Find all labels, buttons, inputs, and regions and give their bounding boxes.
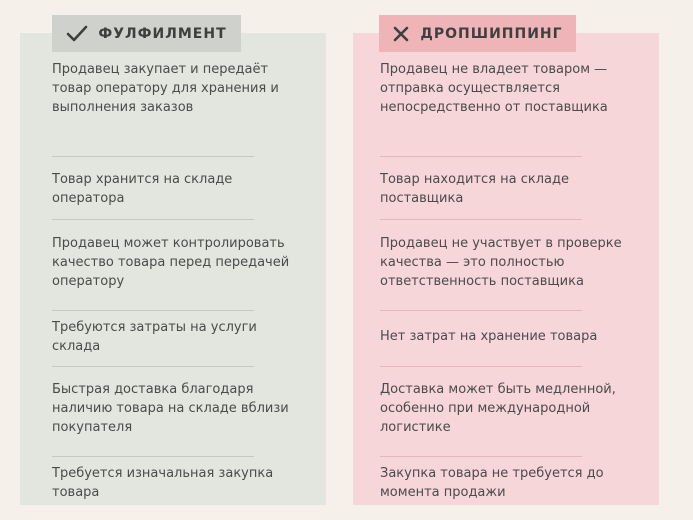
list-item: Закупка товара не требуется до момента продажи	[380, 466, 604, 500]
list-item: Продавец не участвует в проверке качества — это полностью ответственность поставщика	[380, 236, 622, 289]
fulfilment-header	[52, 15, 241, 52]
divider	[52, 219, 254, 220]
list-item: Нет затрат на хранение товара	[380, 329, 598, 344]
divider	[380, 456, 582, 457]
cross-icon	[392, 25, 410, 43]
list-item: Требуется изначальная закупка товара	[52, 466, 274, 500]
check-icon	[66, 25, 88, 43]
list-item: Продавец не владеет товаром — отправка осуществляется непосредственно от поставщика	[380, 62, 608, 115]
list-item: Товар хранится на складе оператора	[52, 172, 233, 206]
dropshipping-header	[379, 15, 576, 52]
divider	[380, 310, 582, 311]
dropshipping-title: ДРОПШИППИНГ	[420, 25, 563, 42]
list-item: Продавец может контролировать качество товара перед передачей оператору	[52, 236, 290, 289]
list-item: Быстрая доставка благодаря наличию товара на складе вблизи покупателя	[52, 382, 289, 435]
list-item: Товар находится на складе поставщика	[380, 172, 569, 206]
list-item: Доставка может быть медленной, особенно при международной логистике	[380, 382, 616, 435]
divider	[380, 219, 582, 220]
divider	[380, 156, 582, 157]
divider	[52, 366, 254, 367]
divider	[52, 156, 254, 157]
fulfilment-panel	[20, 33, 326, 505]
divider	[380, 366, 582, 367]
divider	[52, 456, 254, 457]
divider	[52, 310, 254, 311]
list-item: Требуются затраты на услуги склада	[52, 320, 257, 354]
dropshipping-panel	[353, 33, 659, 505]
fulfilment-title: ФУЛФИЛМЕНТ	[98, 25, 227, 42]
list-item: Продавец закупает и передаёт товар оператору для хранения и выполнения заказов	[52, 62, 279, 115]
